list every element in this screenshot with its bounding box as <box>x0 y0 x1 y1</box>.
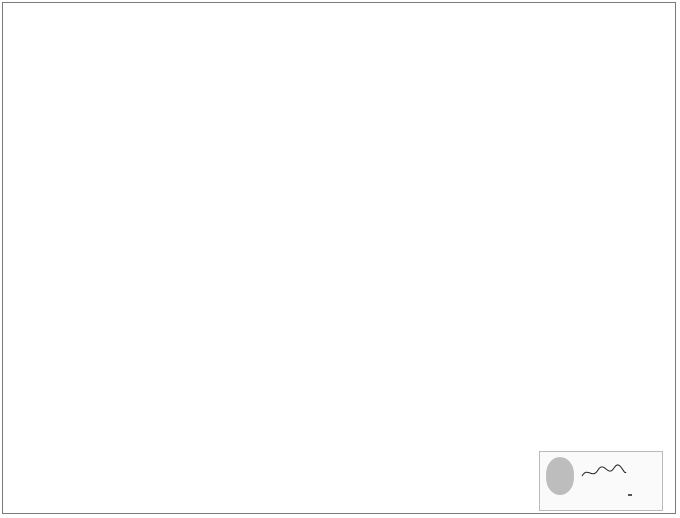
flywheel-tag <box>628 494 632 496</box>
handwritten-signature <box>580 464 628 480</box>
signature-block <box>539 451 663 511</box>
document-page <box>2 2 676 514</box>
portrait-photo <box>546 457 574 495</box>
